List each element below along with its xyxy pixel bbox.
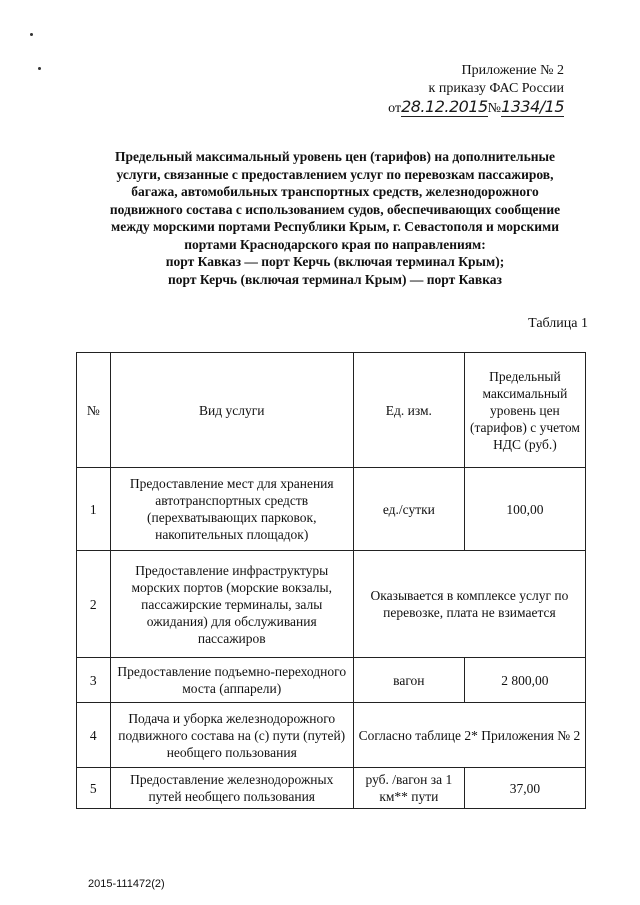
- table-row: [77, 768, 586, 809]
- annex-date-number: [364, 98, 564, 118]
- header-unit: Ед. изм.: [353, 353, 464, 468]
- row-merged-note: Согласно таблице 2* Приложения № 2: [353, 703, 585, 768]
- title-line: портами Краснодарского края по направлениям:: [184, 236, 486, 252]
- table-row: [77, 468, 586, 551]
- row-num: 4: [77, 703, 111, 768]
- annex-header: [364, 62, 564, 118]
- title-line: между морскими портами Республики Крым, г. Севастополя и морскими: [111, 219, 559, 234]
- title-line: подвижного состава с использованием судов, обеспечивающих сообщение: [109, 201, 561, 217]
- title-line: порт Кавказ — порт Керчь (включая терминал Крым);: [165, 254, 505, 269]
- table-row: [77, 658, 586, 703]
- row-num: 1: [77, 468, 111, 551]
- row-merged-note: Оказывается в комплексе услуг по перевозке, плата не взимается: [353, 551, 585, 658]
- date-prefix: от: [388, 101, 402, 116]
- document-footer-code: 2015-111472(2): [88, 878, 165, 890]
- row-unit: ед./сутки: [353, 468, 464, 551]
- row-num: 5: [77, 768, 111, 809]
- scan-speck: [38, 67, 41, 70]
- handwritten-number: 1334/15: [501, 97, 564, 116]
- document-title: [70, 148, 600, 288]
- row-num: 3: [77, 658, 111, 703]
- row-service: Подача и уборка железнодорожного подвижного состава на (с) пути (путей) необщего пользования: [110, 703, 353, 768]
- row-service: Предоставление инфраструктуры морских портов (морские вокзалы, пассажирские терминалы, залы ожидания) для обслуживания пассажиров: [110, 551, 353, 658]
- header-service: Вид услуги: [110, 353, 353, 468]
- row-service: Предоставление мест для хранения автотранспортных средств (перехватывающих парковок, накопительных площадок): [110, 468, 353, 551]
- table-label: Таблица 1: [528, 316, 588, 331]
- row-num: 2: [77, 551, 111, 658]
- number-prefix: №: [487, 101, 502, 116]
- title-line: порт Керчь (включая терминал Крым) — порт Кавказ: [168, 271, 502, 287]
- header-price: Предельный максимальный уровень цен (тарифов) с учетом НДС (руб.): [464, 353, 585, 468]
- table-row: [77, 551, 586, 658]
- row-service: Предоставление подъемно-переходного моста (аппарели): [110, 658, 353, 703]
- title-line: багажа, автомобильных транспортных средств, железнодорожного: [131, 184, 539, 199]
- scan-speck: [30, 33, 33, 36]
- title-line: Предельный максимальный уровень цен (тарифов) на дополнительные: [114, 149, 556, 164]
- row-service: Предоставление железнодорожных путей необщего пользования: [110, 768, 353, 809]
- row-price: 2 800,00: [464, 658, 585, 703]
- row-price: 100,00: [464, 468, 585, 551]
- annex-title: Приложение № 2: [461, 63, 564, 78]
- title-line: услуги, связанные с предоставлением услуг по перевозкам пассажиров,: [116, 166, 554, 182]
- row-unit: вагон: [353, 658, 464, 703]
- table-row: [77, 703, 586, 768]
- handwritten-date: 28.12.2015: [401, 97, 488, 116]
- row-unit: руб. /вагон за 1 км** пути: [353, 768, 464, 809]
- table-header-row: [77, 353, 586, 468]
- header-num: №: [77, 353, 111, 468]
- row-price: 37,00: [464, 768, 585, 809]
- tariff-table: [76, 352, 586, 809]
- annex-order-ref: к приказу ФАС России: [428, 81, 564, 96]
